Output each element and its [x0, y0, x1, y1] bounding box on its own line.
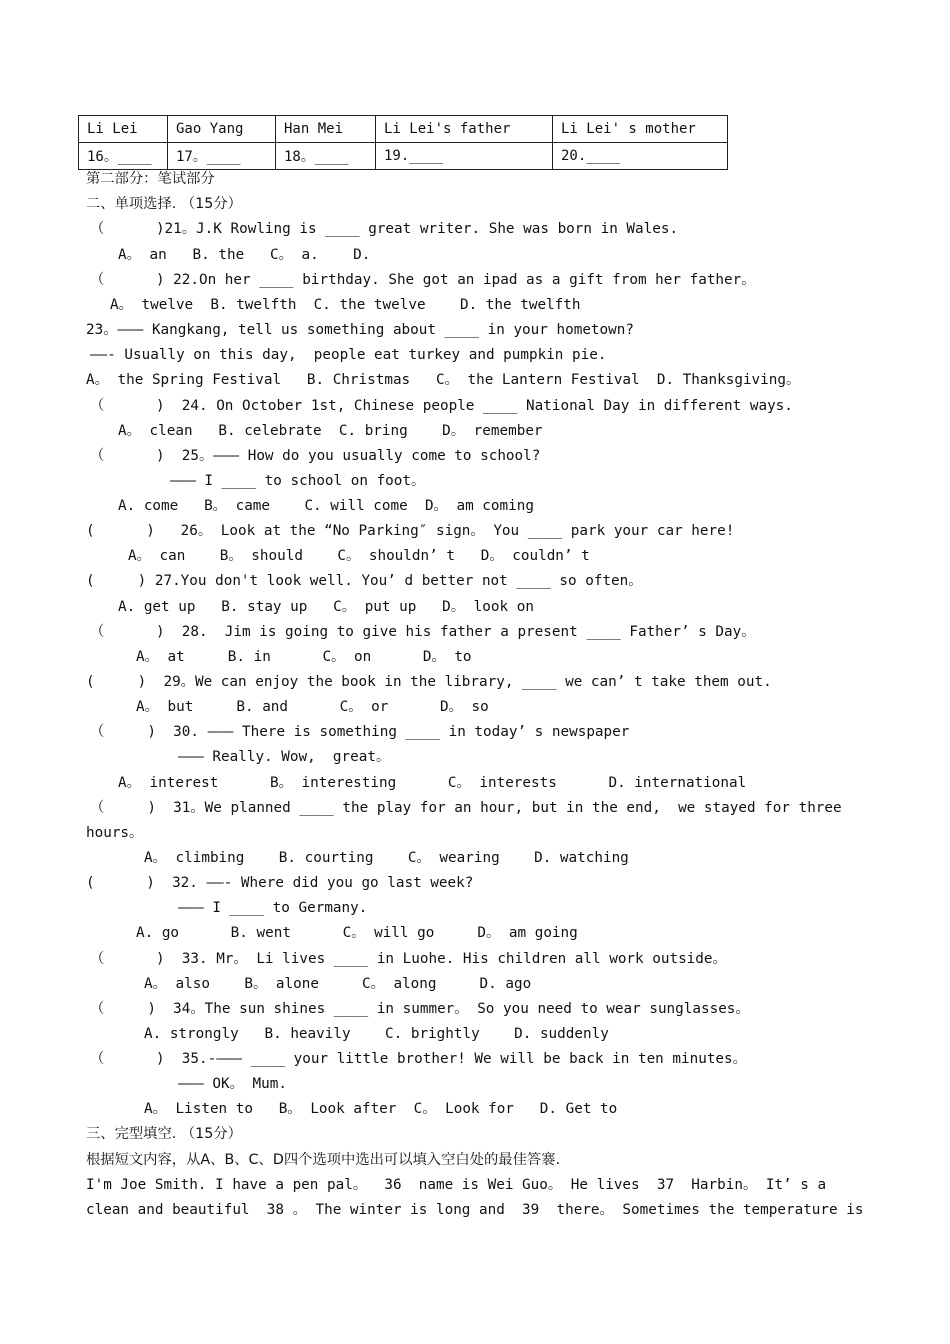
question-29-options: A。 but B. and C。 or D。 so	[136, 699, 489, 715]
section3-title: 三、完型填空. （15分）	[86, 1126, 242, 1142]
question-28: （ ) 28. Jim is going to give his father a present ____ Father’ s Day。	[90, 624, 756, 640]
question-30-reply: ——— Really. Wow, great。	[178, 749, 391, 765]
question-27: ( ) 27.You don't look well. You’ d better not ____ so often。	[86, 573, 643, 589]
question-33: （ ) 33. Mr。 Li lives ____ in Luohe. His children all work outside。	[90, 951, 727, 967]
question-26-options: A。 can B。 should C。 shouldn’ t D。 couldn’ t	[128, 548, 590, 564]
passage-line-2: clean and beautiful 38 。 The winter is long and 39 there。 Sometimes the temperature is	[86, 1202, 864, 1218]
question-25: （ ) 25。——— How do you usually come to school?	[90, 448, 541, 464]
table-row	[79, 116, 728, 143]
table-cell: Li Lei' s mother	[553, 116, 728, 143]
question-25-reply: ——— I ____ to school on foot。	[170, 473, 426, 489]
question-21-options: A。 an B. the C。 a. D.	[118, 247, 371, 263]
table-cell: Li Lei	[79, 116, 168, 143]
question-24: （ ) 24. On October 1st, Chinese people ____ National Day in different ways.	[90, 398, 793, 414]
table-row	[79, 143, 728, 170]
listening-answer-table	[78, 115, 728, 170]
question-24-options: A。 clean B. celebrate C. bring D。 remember	[118, 423, 543, 439]
question-30-options: A。 interest B。 interesting C。 interests D. international	[118, 775, 747, 791]
question-23-reply: ——- Usually on this day, people eat turkey and pumpkin pie.	[90, 347, 607, 363]
question-32-options: A. go B. went C。 will go D。 am going	[136, 925, 578, 941]
question-25-options: A. come B。 came C. will come D。 am coming	[118, 498, 534, 514]
question-28-options: A。 at B. in C。 on D。 to	[136, 649, 472, 665]
question-34: （ ) 34。The sun shines ____ in summer。 So you need to wear sunglasses。	[90, 1001, 750, 1017]
table-cell: 18。____	[276, 143, 376, 170]
question-22: （ ) 22.On her ____ birthday. She got an ipad as a gift from her father。	[90, 272, 756, 288]
question-27-options: A. get up B. stay up C。 put up D。 look on	[118, 599, 534, 615]
table-cell: 20.____	[553, 143, 728, 170]
table-cell: 17。____	[168, 143, 276, 170]
question-34-options: A. strongly B. heavily C. brightly D. suddenly	[144, 1026, 609, 1042]
question-32-reply: ——— I ____ to Germany.	[178, 900, 368, 916]
table-cell: Gao Yang	[168, 116, 276, 143]
table-cell: 16。____	[79, 143, 168, 170]
question-35-reply: ——— OK。 Mum.	[178, 1076, 287, 1092]
question-31: （ ) 31。We planned ____ the play for an hour, but in the end, we stayed for three	[90, 800, 842, 816]
table-cell: 19.____	[376, 143, 553, 170]
table-cell: Han Mei	[276, 116, 376, 143]
section2-title: 二、单项选择. （15分）	[86, 196, 242, 212]
question-23: 23。——— Kangkang, tell us something about ____ in your hometown?	[86, 322, 634, 338]
question-26: ( ) 26。 Look at the “No Parking″ sign。 You ____ park your car here!	[86, 523, 735, 539]
question-31-continuation: hours。	[86, 825, 144, 841]
question-31-options: A。 climbing B. courting C。 wearing D. watching	[144, 850, 629, 866]
question-22-options: A。 twelve B. twelfth C. the twelve D. the twelfth	[110, 297, 581, 313]
question-33-options: A。 also B。 alone C。 along D. ago	[144, 976, 532, 992]
question-35: （ ) 35.-——— ____ your little brother! We will be back in ten minutes。	[90, 1051, 747, 1067]
question-30: （ ) 30. ——— There is something ____ in today’ s newspaper	[90, 724, 630, 740]
question-23-options: A。 the Spring Festival B. Christmas C。 the Lantern Festival D. Thanksgiving。	[86, 372, 801, 388]
passage-line-1: I'm Joe Smith. I have a pen pal。 36 name is Wei Guo。 He lives 37 Harbin。 It’ s a	[86, 1177, 827, 1193]
question-29: ( ) 29。We can enjoy the book in the library, ____ we can’ t take them out.	[86, 674, 772, 690]
question-32: ( ) 32. ——- Where did you go last week?	[86, 875, 474, 891]
part2-title: 第二部分：笔试部分	[86, 171, 215, 187]
question-35-options: A。 Listen to B。 Look after C。 Look for D. Get to	[144, 1101, 618, 1117]
table-cell: Li Lei's father	[376, 116, 553, 143]
section3-instruction: 根据短文内容，从A、B、C、D四个选项中选出可以填入空白处的最佳答褰.	[86, 1152, 561, 1168]
question-21: （ )21。J.K Rowling is ____ great writer. She was born in Wales.	[90, 221, 679, 237]
